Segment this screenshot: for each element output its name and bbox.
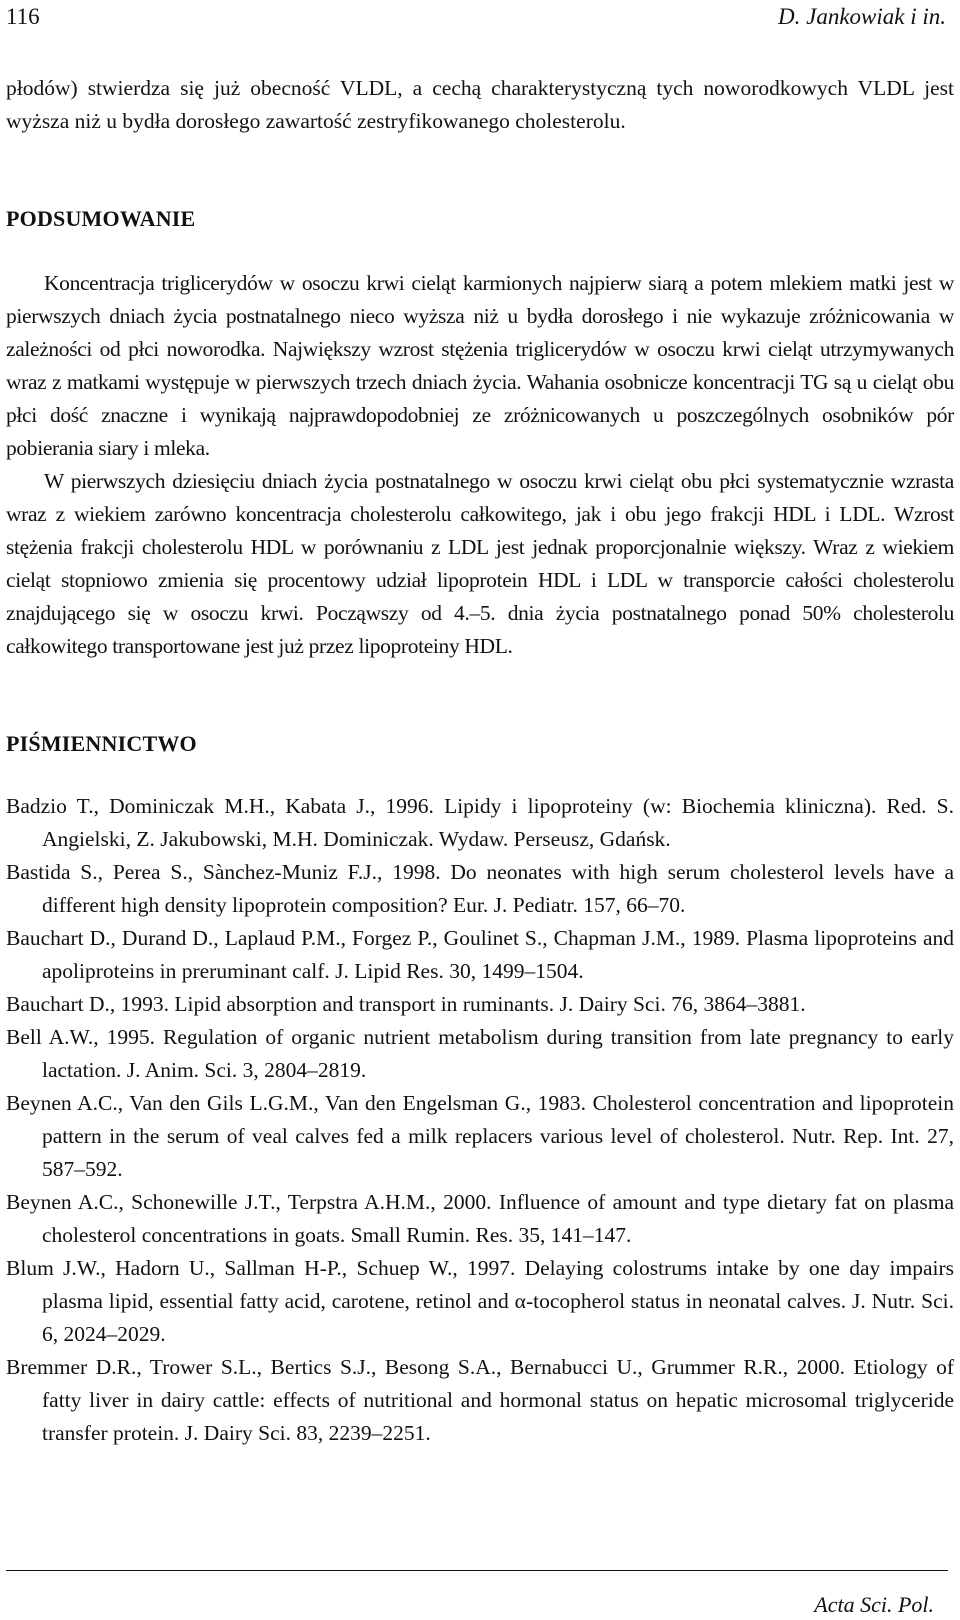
reference-item: Beynen A.C., Schonewille J.T., Terpstra A.H.M., 2000. Influence of amount and type dietary fat on plasma cholesterol concentrations in goats. Small Rumin. Res. 35, 141–147.: [6, 1190, 954, 1247]
reference-item: Bastida S., Perea S., Sànchez-Muniz F.J., 1998. Do neonates with high serum cholesterol levels have a different high density lipoprotein composition? Eur. J. Pediatr. 157, 66–70.: [6, 860, 954, 917]
footer-divider: [6, 1570, 948, 1571]
page-number: 116: [6, 4, 40, 29]
reference-item: Bremmer D.R., Trower S.L., Bertics S.J., Besong S.A., Bernabucci U., Grummer R.R., 2000. Etiology of fatty liver in dairy cattle: effects of nutritional and hormonal status on hepatic microsomal triglyceride transfer protein. J. Dairy Sci. 83, 2239–2251.: [6, 1355, 954, 1445]
reference-list: [6, 790, 954, 1450]
reference-item: Bauchart D., 1993. Lipid absorption and transport in ruminants. J. Dairy Sci. 76, 3864–3881.: [6, 992, 806, 1016]
reference-item: Blum J.W., Hadorn U., Sallman H-P., Schuep W., 1997. Delaying colostrums intake by one day impairs plasma lipid, essential fatty acid, carotene, retinol and α-tocopherol status in neonatal calves. J. Nutr. Sci. 6, 2024–2029.: [6, 1256, 954, 1346]
summary-paragraph-2: W pierwszych dziesięciu dniach życia postnatalnego w osoczu krwi cieląt obu płci systematycznie wzrasta wraz z wiekiem zarówno koncentracja cholesterolu całkowitego, jak i obu jego frakcji HDL i LDL. Wzrost stężenia frakcji cholesterolu HDL w porównaniu z LDL jest jednak proporcjonalnie większy. Wraz z wiekiem cieląt stopniowo zmienia się procentowy udział lipoprotein HDL i LDL w transporcie całości cholesterolu znajdującego się w osoczu krwi. Począwszy od 4.–5. dnia życia postnatalnego ponad 50% cholesterolu całkowitego transportowane jest już przez lipoproteiny HDL.: [6, 469, 954, 658]
summary-heading: PODSUMOWANIE: [6, 206, 196, 231]
continuation-paragraph: płodów) stwierdza się już obecność VLDL, a cechą charakterystyczną tych noworodkowych VLDL jest wyższa niż u bydła dorosłego zawartość zestryfikowanego cholesterolu.: [6, 76, 954, 133]
summary-paragraph-1: Koncentracja triglicerydów w osoczu krwi cieląt karmionych najpierw siarą a potem mlekiem matki jest w pierwszych dniach życia postnatalnego nieco wyższa niż u bydła dorosłego i nie wykazuje zróżnicowania w zależności od płci noworodka. Największy wzrost stężenia triglicerydów w osoczu krwi cieląt utrzymywanych wraz z matkami występuje w pierwszych trzech dniach życia. Wahania osobnicze koncentracji TG są u cieląt obu płci dość znaczne i wynikają najprawdopodobniej ze zróżnicowanych u poszczególnych osobników pór pobierania siary i mleka.: [6, 271, 954, 460]
references-heading: PIŚMIENNICTWO: [6, 731, 197, 756]
reference-item: Badzio T., Dominiczak M.H., Kabata J., 1996. Lipidy i lipoproteiny (w: Biochemia kliniczna). Red. S. Angielski, Z. Jakubowski, M.H. Dominiczak. Wydaw. Perseusz, Gdańsk.: [6, 794, 954, 851]
journal-name: Acta Sci. Pol.: [814, 1592, 934, 1617]
page-body: [6, 72, 954, 1450]
reference-item: Beynen A.C., Van den Gils L.G.M., Van den Engelsman G., 1983. Cholesterol concentration and lipoprotein pattern in the serum of veal calves fed a milk replacers various level of cholesterol. Nutr. Rep. Int. 27, 587–592.: [6, 1091, 954, 1181]
page-header: [6, 0, 954, 34]
running-head-authors: D. Jankowiak i in.: [778, 4, 946, 29]
reference-item: Bell A.W., 1995. Regulation of organic nutrient metabolism during transition from late pregnancy to early lactation. J. Anim. Sci. 3, 2804–2819.: [6, 1025, 954, 1082]
reference-item: Bauchart D., Durand D., Laplaud P.M., Forgez P., Goulinet S., Chapman J.M., 1989. Plasma lipoproteins and apoliproteins in preruminant calf. J. Lipid Res. 30, 1499–1504.: [6, 926, 954, 983]
